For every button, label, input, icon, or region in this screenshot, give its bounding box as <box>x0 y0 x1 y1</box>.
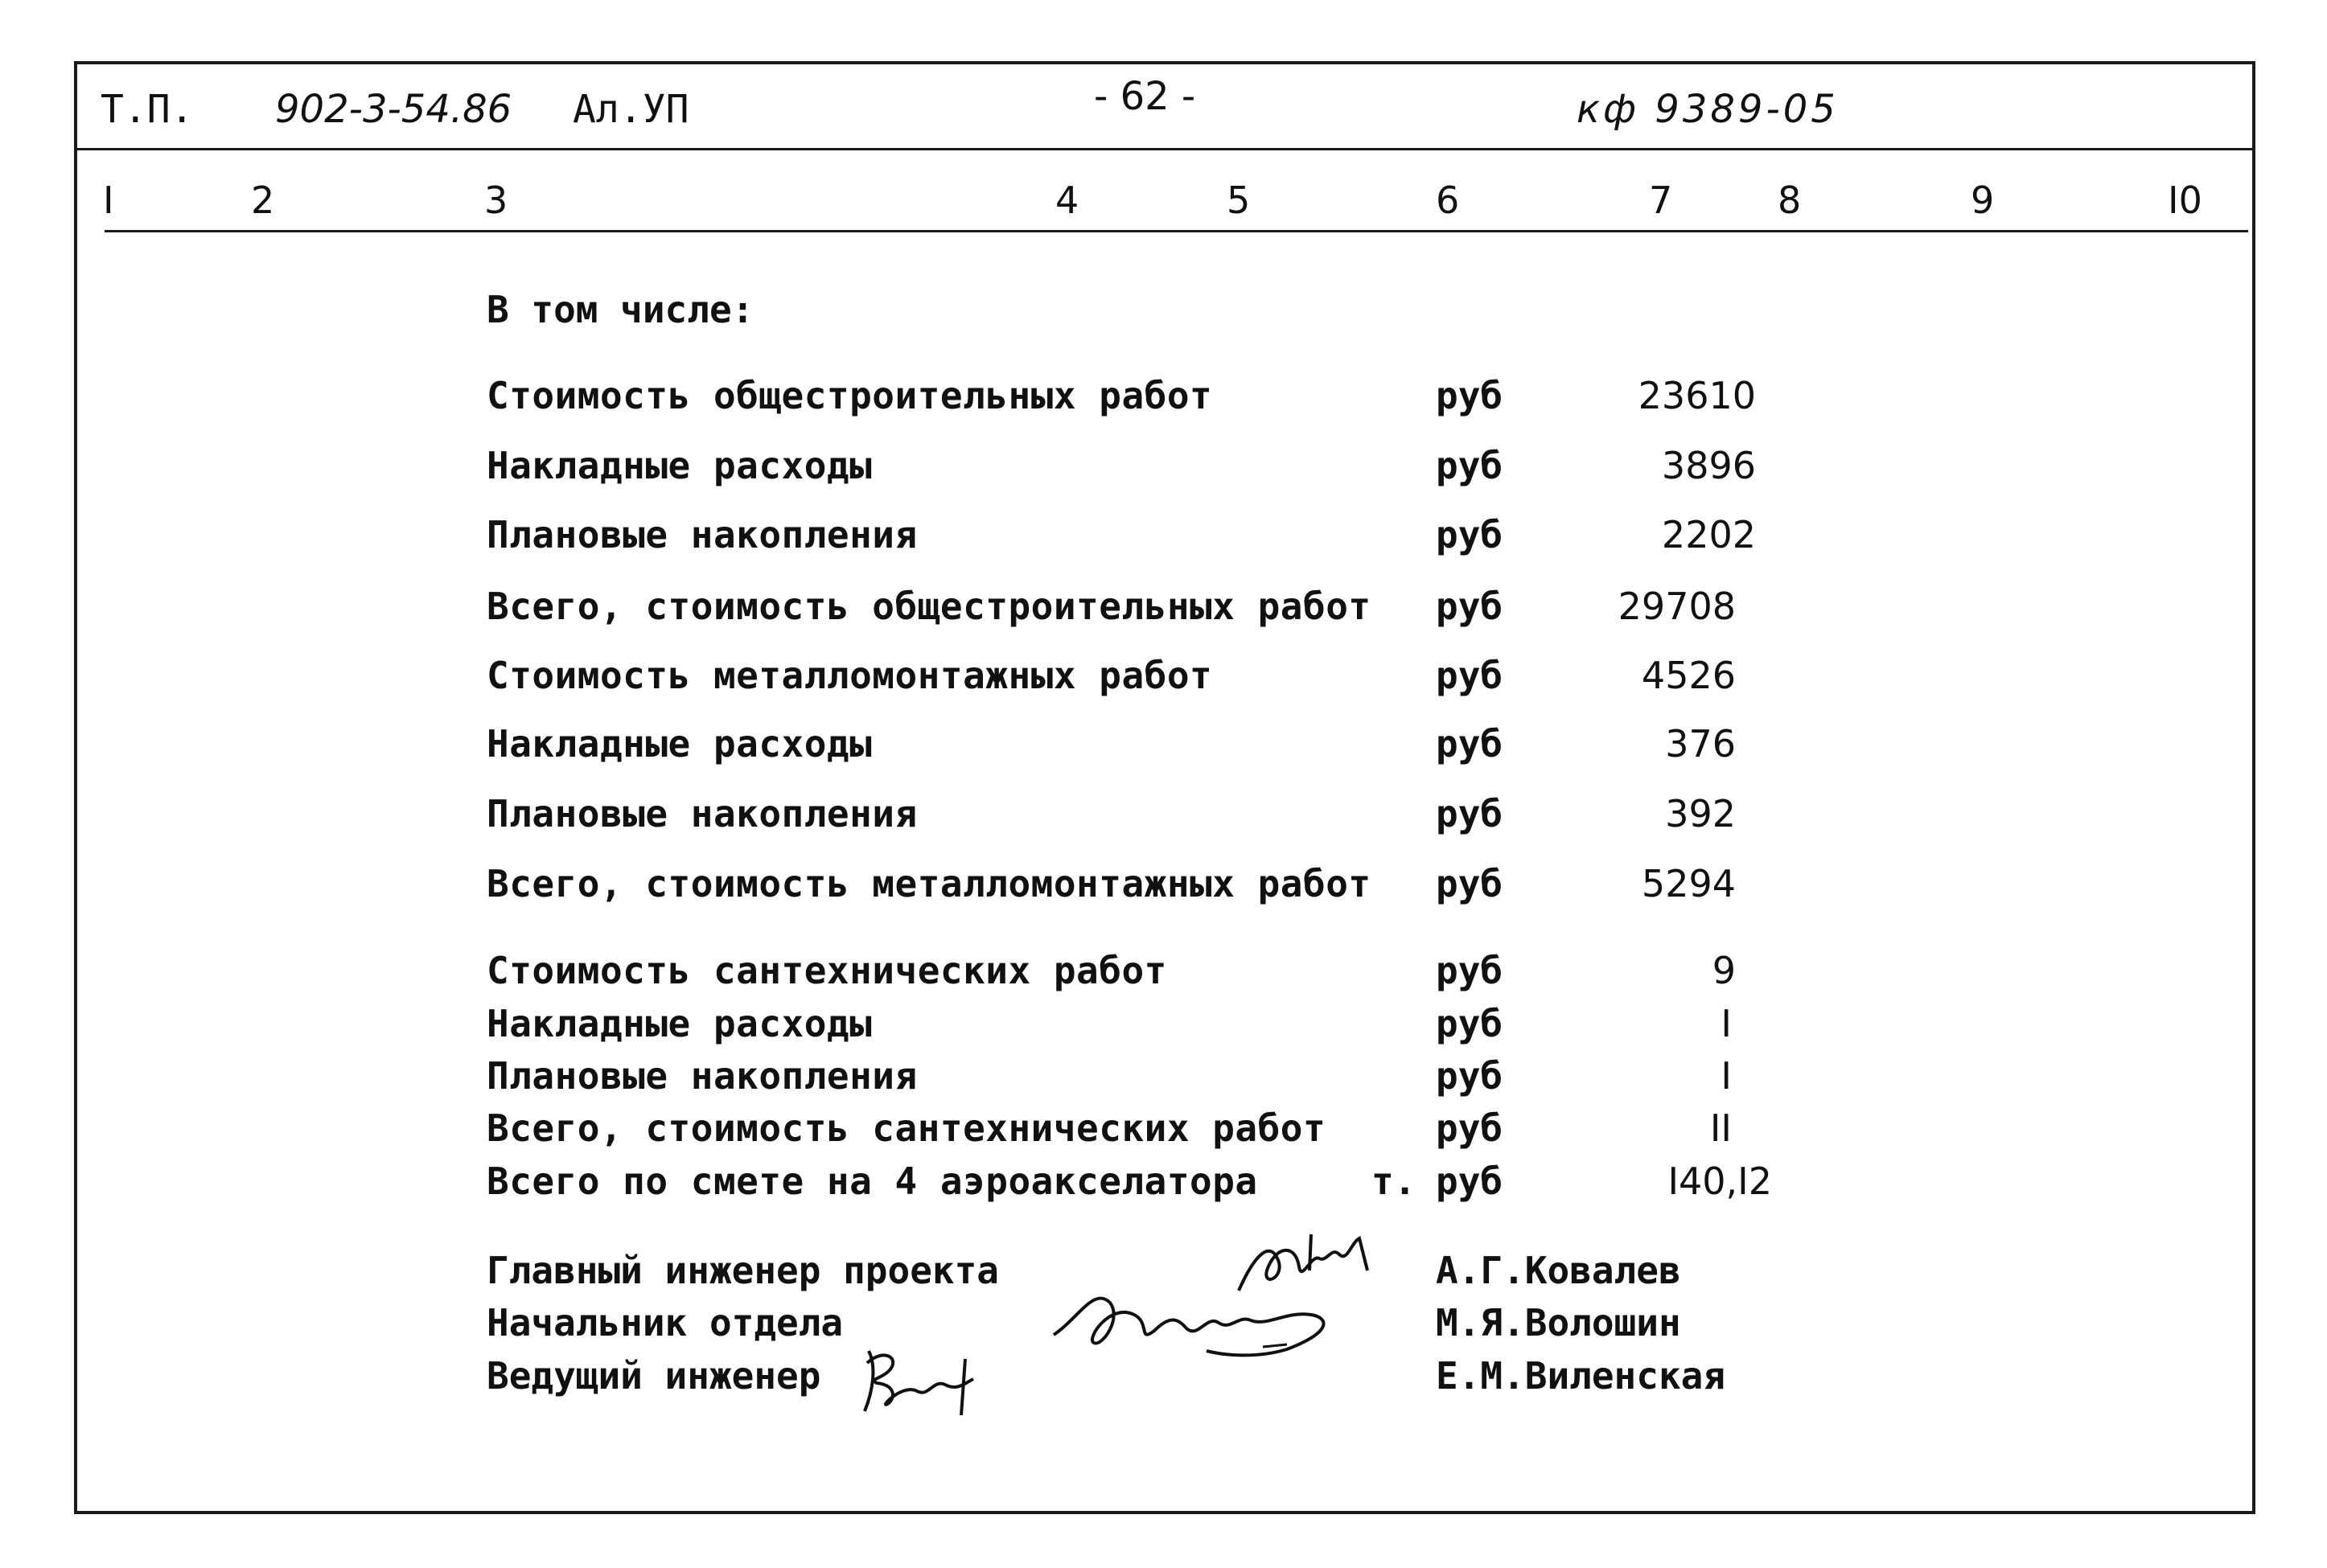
row-label: Плановые накопления <box>487 513 918 556</box>
cost-row <box>0 1054 2327 1102</box>
row-value: 29708 <box>1618 585 1736 628</box>
row-unit: руб <box>1436 722 1503 766</box>
column-number: 9 <box>1971 179 1995 222</box>
row-label: Стоимость сантехнических работ <box>487 949 1167 992</box>
album-label: Ал.УП <box>573 87 689 132</box>
signature-role: Ведущий инженер <box>487 1354 821 1398</box>
cost-row <box>0 585 2327 633</box>
row-unit: руб <box>1436 862 1503 905</box>
row-value: 376 <box>1665 722 1736 766</box>
row-value: I <box>1721 1002 1732 1045</box>
row-label: Всего по смете на 4 аэроакселатора <box>487 1160 1258 1203</box>
row-unit: руб <box>1436 374 1503 417</box>
cost-row <box>0 374 2327 422</box>
column-number: 8 <box>1778 179 1802 222</box>
row-unit: руб <box>1436 949 1503 992</box>
cost-row <box>0 444 2327 492</box>
row-label: Стоимость общестроительных работ <box>487 374 1213 417</box>
row-value: II <box>1709 1106 1732 1150</box>
row-value: 9 <box>1712 949 1736 992</box>
column-number: 4 <box>1055 179 1079 222</box>
row-label: Всего, стоимость сантехнических работ <box>487 1106 1326 1150</box>
row-value: 2202 <box>1661 513 1756 556</box>
row-label: Всего, стоимость металломонтажных работ <box>487 862 1371 905</box>
project-number: 902-3-54.86 <box>275 87 512 132</box>
row-value: 392 <box>1665 792 1736 835</box>
column-number: 5 <box>1227 179 1251 222</box>
header-divider <box>74 148 2255 150</box>
cost-row <box>0 1106 2327 1155</box>
row-unit: руб <box>1436 444 1503 487</box>
row-unit: руб <box>1436 1054 1503 1098</box>
cost-row <box>0 1002 2327 1050</box>
row-label: Накладные расходы <box>487 1002 873 1045</box>
signature-name: А.Г.Ковалев <box>1436 1249 1681 1292</box>
column-number: I0 <box>2168 179 2202 222</box>
row-label: Плановые накопления <box>487 1054 918 1098</box>
row-label: Плановые накопления <box>487 792 918 835</box>
signature-role: Начальник отдела <box>487 1301 844 1344</box>
document-code: кф 9389-05 <box>1577 87 1839 132</box>
cost-row <box>0 862 2327 910</box>
cost-row <box>0 792 2327 840</box>
row-value: 3896 <box>1661 444 1756 487</box>
row-value: 4526 <box>1641 654 1736 697</box>
column-number: 2 <box>251 179 275 222</box>
row-value: I40,I2 <box>1667 1160 1772 1203</box>
row-unit: руб <box>1436 792 1503 835</box>
row-label: Накладные расходы <box>487 722 873 766</box>
cost-row <box>0 949 2327 997</box>
column-header-divider <box>105 230 2248 232</box>
lead-engineer-signature <box>853 1335 997 1423</box>
total-row <box>0 1160 2327 1208</box>
page-number: - 62 - <box>1094 74 1196 119</box>
row-unit: руб <box>1436 585 1503 628</box>
row-unit: руб <box>1436 1002 1503 1045</box>
intro-text: В том числе: <box>487 288 754 331</box>
row-value: I <box>1721 1054 1732 1098</box>
row-unit: руб <box>1436 513 1503 556</box>
signature-name: М.Я.Волошин <box>1436 1301 1681 1344</box>
row-value: 23610 <box>1638 374 1756 417</box>
row-label: Стоимость металломонтажных работ <box>487 654 1213 697</box>
column-number: 6 <box>1436 179 1460 222</box>
column-number: 3 <box>484 179 508 222</box>
row-label: Накладные расходы <box>487 444 873 487</box>
row-value: 5294 <box>1641 862 1736 905</box>
tp-label: Т.П. <box>101 87 194 132</box>
cost-row <box>0 722 2327 770</box>
row-unit: руб <box>1436 654 1503 697</box>
signature-role: Главный инженер проекта <box>487 1249 999 1292</box>
department-head-signature <box>1046 1270 1351 1375</box>
cost-row <box>0 513 2327 561</box>
column-number: 7 <box>1649 179 1673 222</box>
cost-row <box>0 654 2327 702</box>
column-number: I <box>103 179 114 222</box>
row-label: Всего, стоимость общестроительных работ <box>487 585 1371 628</box>
row-unit: руб <box>1436 1160 1503 1203</box>
row-prefix: т. <box>1371 1160 1416 1203</box>
signature-name: Е.М.Виленская <box>1436 1354 1726 1398</box>
row-unit: руб <box>1436 1106 1503 1150</box>
